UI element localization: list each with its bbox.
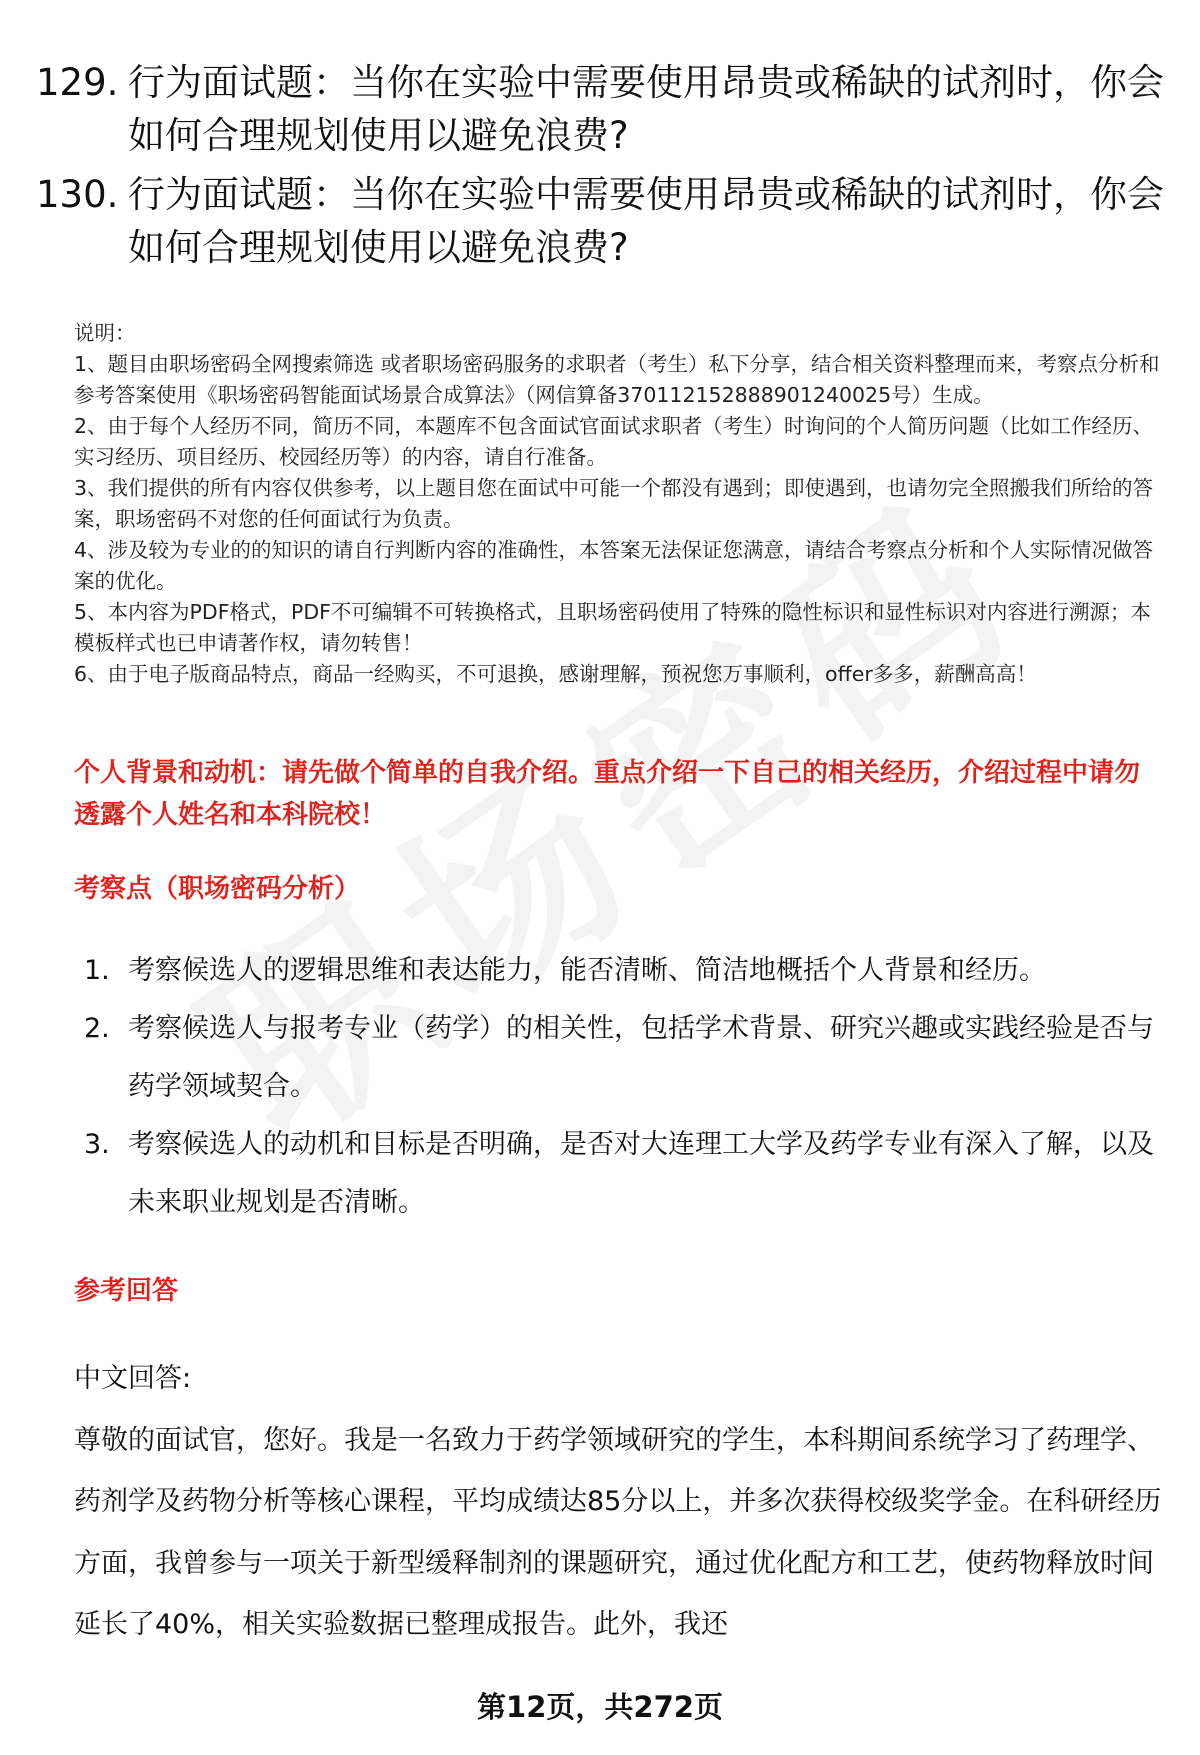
question-text: 行为面试题：当你在实验中需要使用昂贵或稀缺的试剂时，你会如何合理规划使用以避免浪费? (128, 173, 1164, 269)
question-number: 129. (36, 61, 119, 104)
note-item: 4、涉及较为专业的的知识的请自行判断内容的准确性，本答案无法保证您满意，请结合考察点分析和个人实际情况做答案的优化。 (74, 538, 1154, 593)
answer-heading: 参考回答 (74, 1276, 179, 1306)
list-item (74, 1116, 1164, 1232)
analysis-points-list (74, 942, 1164, 1232)
question-item (36, 168, 1166, 274)
question-item (36, 56, 1166, 162)
note-item: 3、我们提供的所有内容仅供参考，以上题目您在面试中可能一个都没有遇到；即使遇到，也请勿完全照搬我们所给的答案，职场密码不对您的任何面试行为负责。 (74, 476, 1154, 531)
answer-text: 尊敬的面试官，您好。我是一名致力于药学领域研究的学生，本科期间系统学习了药理学、药剂学及药物分析等核心课程，平均成绩达85分以上，并多次获得校级奖学金。在科研经历方面，我曾参与一项关于新型缓释制剂的课题研究，通过优化配方和工艺，使药物释放时间延长了40%，相关实验数据已整理成报告。此外，我还 (74, 1424, 1162, 1640)
notes-title: 说明： (74, 321, 136, 345)
list-item (74, 1000, 1164, 1116)
note-item: 5、本内容为PDF格式，PDF不可编辑不可转换格式，且职场密码使用了特殊的隐性标识和显性标识对内容进行溯源；本模板样式也已申请著作权，请勿转售！ (74, 600, 1151, 655)
answer-block (74, 1348, 1164, 1656)
note-item: 6、由于电子版商品特点，商品一经购买，不可退换，感谢理解，预祝您万事顺利，offer多多，薪酬高高！ (74, 662, 1037, 686)
question-number: 130. (36, 173, 119, 216)
list-item-number: 1. (84, 955, 110, 986)
disclaimer-notes (74, 318, 1164, 690)
topic-heading: 个人背景和动机：请先做个简单的自我介绍。重点介绍一下自己的相关经历，介绍过程中请勿透露个人姓名和本科院校！ (74, 758, 1141, 830)
list-item-text: 考察候选人的动机和目标是否明确，是否对大连理工大学及药学专业有深入了解，以及未来职业规划是否清晰。 (128, 1129, 1154, 1218)
list-item-number: 2. (84, 1013, 110, 1044)
list-item-text: 考察候选人与报考专业（药学）的相关性，包括学术背景、研究兴趣或实践经验是否与药学领域契合。 (128, 1013, 1154, 1102)
note-item: 2、由于每个人经历不同，简历不同，本题库不包含面试官面试求职者（考生）时询问的个人简历问题（比如工作经历、实习经历、项目经历、校园经历等）的内容，请自行准备。 (74, 414, 1154, 469)
analysis-heading: 考察点（职场密码分析） (74, 874, 361, 904)
answer-label: 中文回答: (74, 1363, 192, 1394)
list-item-number: 3. (84, 1129, 110, 1160)
list-item-text: 考察候选人的逻辑思维和表达能力，能否清晰、简洁地概括个人背景和经历。 (128, 955, 1046, 986)
page-footer: 第12页，共272页 (477, 1690, 723, 1724)
list-item (74, 942, 1164, 1000)
note-item: 1、题目由职场密码全网搜索筛选 或者职场密码服务的求职者（考生）私下分享，结合相关资料整理而来，考察点分析和参考答案使用《职场密码智能面试场景合成算法》（网信算备370112152888901240025号）生成。 (74, 352, 1160, 407)
question-text: 行为面试题：当你在实验中需要使用昂贵或稀缺的试剂时，你会如何合理规划使用以避免浪费? (128, 61, 1164, 157)
